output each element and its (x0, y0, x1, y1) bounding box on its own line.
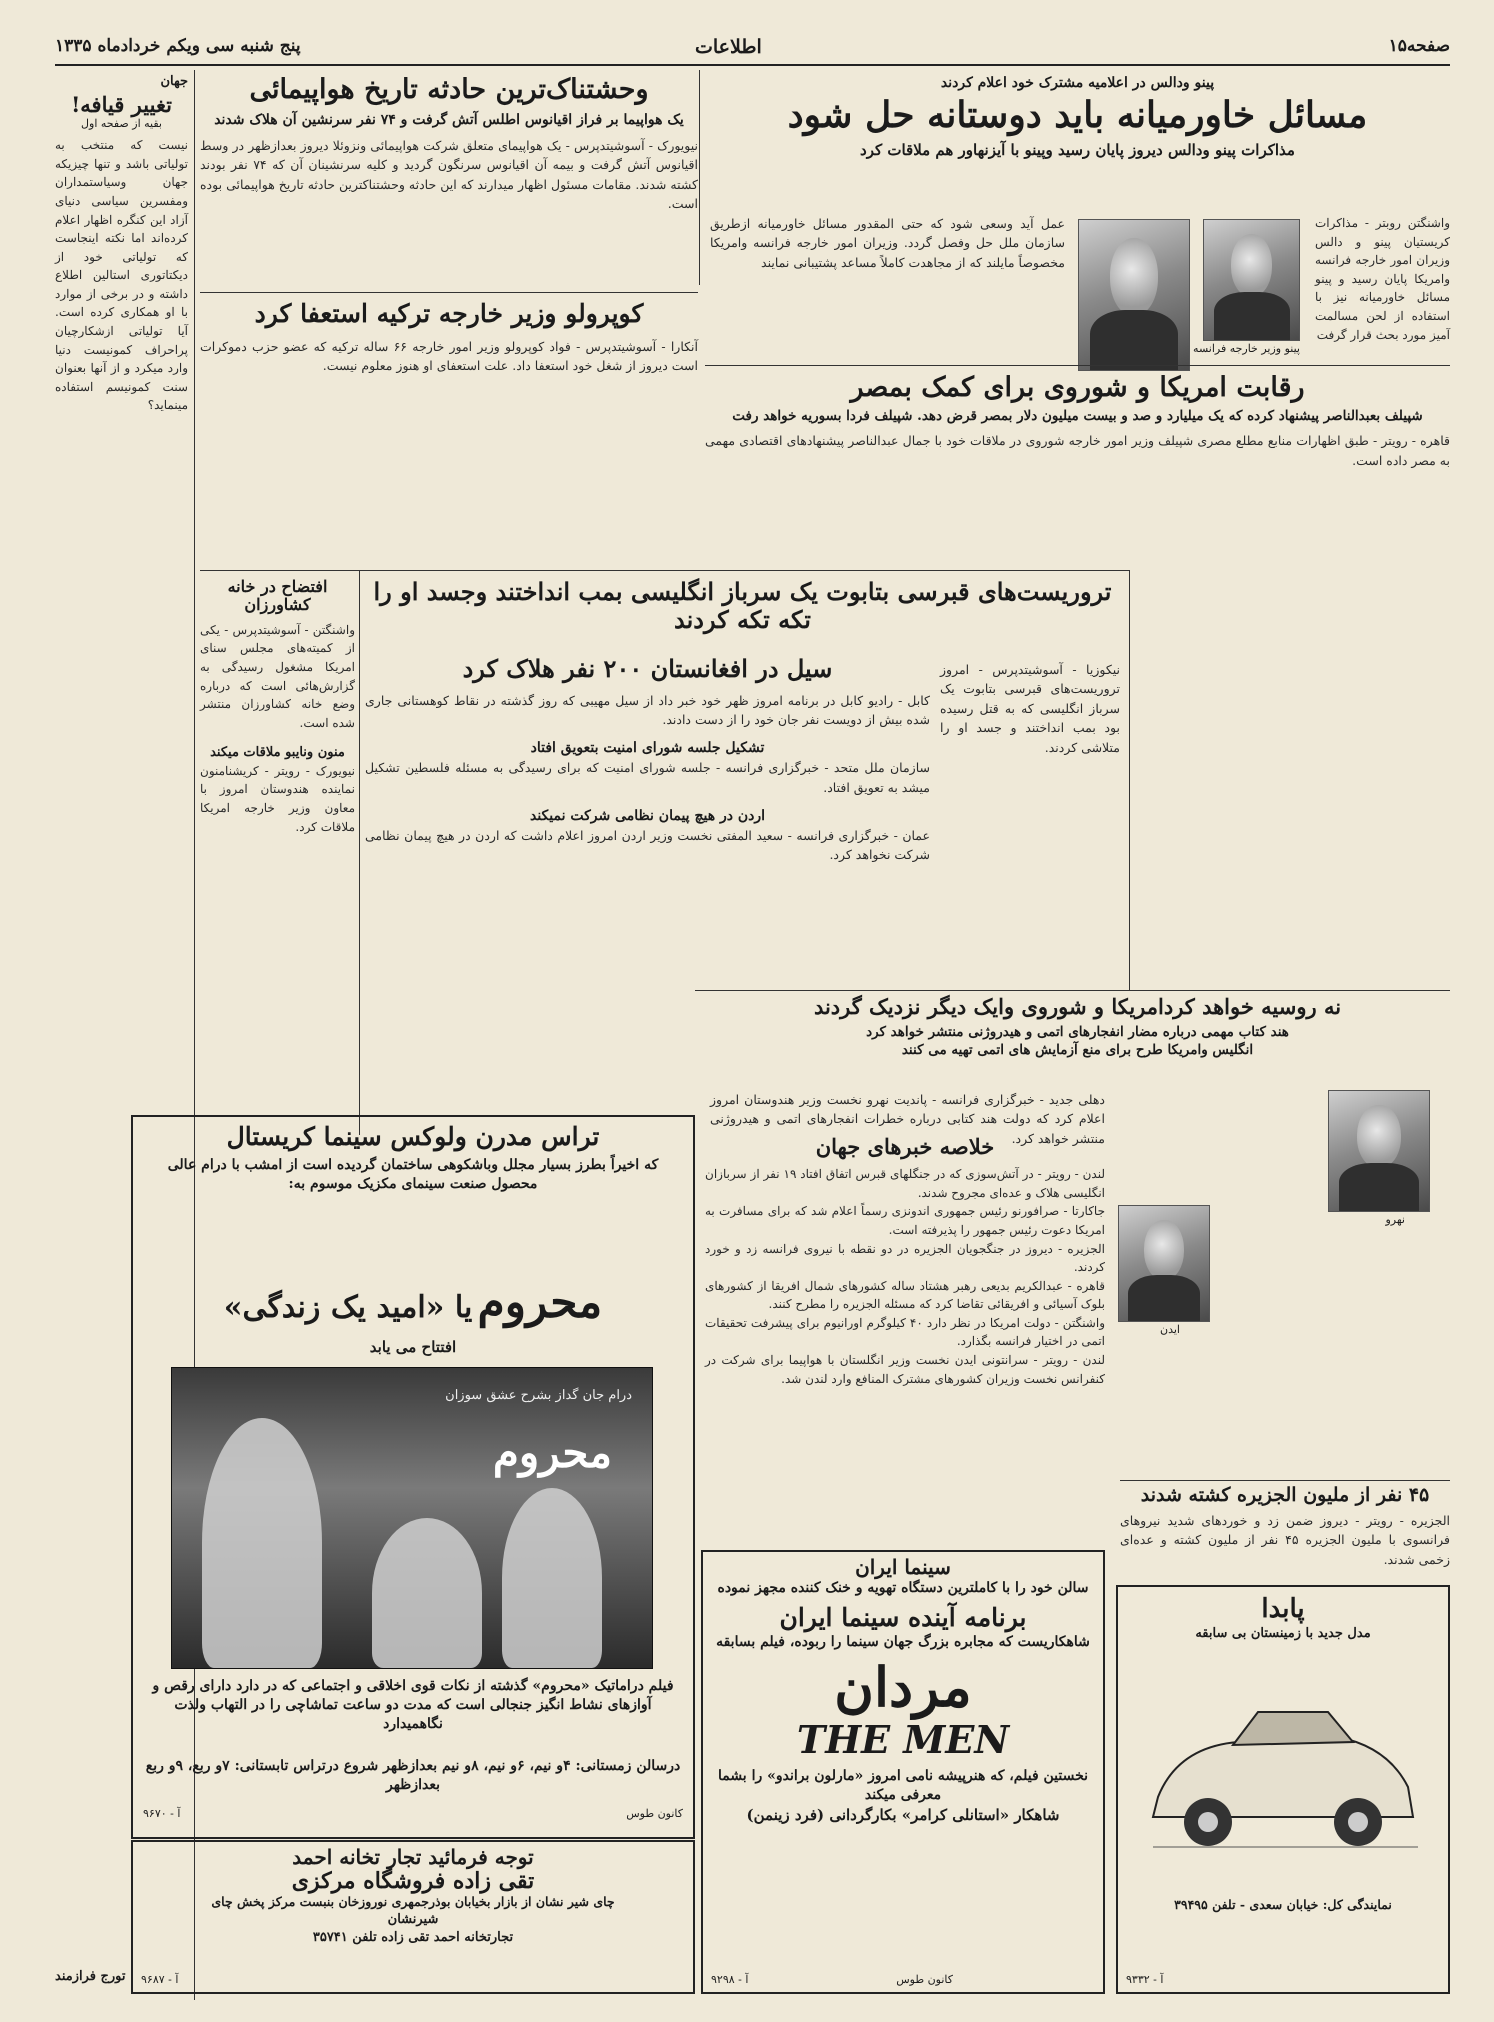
row-rule (705, 365, 1450, 366)
russia-egypt-body: قاهره - رویتر - طبق اظهارات منابع مطلع مصری شپیلف وزیر امور خارجه شوروی در ملاقات خود با جمال عبدالناصر پیشنهادهای اقتصادی مهمی به مصر داده است. (705, 433, 1450, 468)
iran-name: سینما ایران (855, 1555, 951, 1579)
page-header (55, 30, 1450, 66)
car-ad (1116, 1585, 1450, 1994)
summary-item: واشنگتن - دولت امریکا در نظر دارد ۴۰ کیلوگرم اورانیوم برای پیشرفت تحقیقات اتمی در اختیار فرانسه بگذارد. (705, 1315, 1105, 1349)
russia-egypt-headline: رقابت امریکا و شوروی برای کمک بمصر (850, 372, 1305, 403)
row-rule (1120, 1480, 1450, 1481)
lead-caption: پینو وزیر خارجه فرانسه (1193, 342, 1300, 355)
column-rule (1129, 570, 1130, 990)
farmers-body: واشنگتن - آسوشیتدپرس - یکی از کمیته‌های مجلس سنای امریکا مشغول رسیدگی به گزارش‌هائی است که درباره وضع خانه کشاورزان منتشر شده است. (200, 622, 355, 730)
summary-item: لندن - رویتر - در آتش‌سوزی که در جنگلهای قبرس اتفاق افتاد ۱۹ نفر از سربازان انگلیسی هلاک و عده‌ای مجروح شدند. (705, 1167, 1106, 1200)
crystal-film-sub: یا «امید یک زندگی» (223, 1290, 473, 1325)
iran-actors: نخستین فیلم، که هنرپیشه نامی امروز «مارلون براندو» را بشما معرفی میکند (717, 1768, 1089, 1804)
iran-film: مردان (834, 1654, 972, 1719)
lead-body-left: عمل آید وسعی شود که حتی المقدور مسائل خاورمیانه ازطریق سازمان ملل حل وفصل گردد. وزیران امور خارجه فرانسه وامریکا مخصوصاً مایلند که از مجاهدت کاملاً مساعد پشتیبانی نمایند (710, 216, 1065, 270)
hindi-caption-2: ایدن (1160, 1323, 1180, 1336)
cyprus-body: نیکوزیا - آسوشیتدپرس - امروز تروریست‌های قبرسی بتابوت یک سرباز انگلیسی که به قتل رسیده بود بمب انداختند و جسد او را متلاشی کردند. (940, 662, 1120, 755)
algeria-headline: ۴۵ نفر از ملیون الجزیره کشته شدند (1140, 1484, 1430, 1506)
lead-story (705, 74, 1450, 364)
hindi-body: دهلی جدید - خبرگزاری فرانسه - پاندیت نهرو نخست وزیر هندوستان امروز اعلام کرد که دولت هند کتابی درباره خطرات انفجارهای اتمی و هیدروژنی منتشر خواهد کرد. (710, 1092, 1105, 1146)
lead-kicker: پینو ودالس در اعلامیه مشترک خود اعلام کردند (940, 75, 1215, 91)
car-code: آ - ۹۳۳۲ (1126, 1973, 1164, 1986)
iran-agency: کانون طوس (896, 1973, 953, 1986)
tea-ad (131, 1840, 695, 1994)
paper-name: اطلاعات (695, 36, 762, 58)
crystal-film: محروم (477, 1277, 603, 1328)
row-rule (200, 292, 698, 293)
hindi-photo-1 (1328, 1090, 1430, 1212)
hindi-photo-2 (1118, 1205, 1210, 1322)
left-intro: بقیه از صفحه اول (81, 117, 162, 131)
row-rule (200, 570, 1130, 571)
algeria-body: الجزیره - رویتر - دیروز ضمن زد و خوردهای شدید نیروهای فرانسوی با ملیون الجزیره ۴۵ نفر از ملیون کشته و عده‌ای زخمی شدند. (1120, 1512, 1450, 1567)
afghanistan-body: کابل - رادیو کابل در برنامه امروز ظهر خود خبر داد از سیل مهیبی که روز گذشته در نقاط کوهستانی جاری شده بیش از دویست نفر جان خود را از دست دادند. (365, 692, 930, 727)
hindi-headline: نه روسیه خواهد کردامریکا و شوروی وایک دیگر نزدیک گردند (813, 994, 1342, 1019)
afghanistan-headline: سیل در افغانستان ۲۰۰ نفر هلاک کرد (462, 654, 833, 683)
summary-item: لندن - رویتر - سرانتونی ایدن نخست وزیر انگلستان با هواپیما برای شرکت در کنفرانس نخست وزیران کشورهای مشترک المنافع وارد لندن شد. (705, 1353, 1105, 1386)
iran-code: آ - ۹۲۹۸ (711, 1973, 749, 1986)
crash-headline: وحشتناک‌ترین حادثه تاریخ هواپیمائی (249, 74, 649, 105)
iran-film-en: THE MEN (796, 1716, 1010, 1762)
car-illustration (1138, 1677, 1428, 1867)
tea-title: توجه فرمائید تجار تخانه احمد (292, 1845, 534, 1869)
summary-item: قاهره - عبدالکریم بدیعی رهبر هشتاد ساله کشورهای شمال افریقا از کشورهای بلوک آسیائی و افریقائی تقاضا کرد که مسئله الجزیره را مطرح کنند. (705, 1278, 1105, 1312)
column-rule (699, 70, 700, 285)
crystal-headline: تراس مدرن ولوکس سینما کریستال (226, 1122, 600, 1151)
tea-code: آ - ۹۶۸۷ (141, 1973, 179, 1986)
cyprus-headline: تروریست‌های قبرسی بتابوت یک سرباز انگلیسی بمب انداختند وجسد او را تکه تکه کردند (373, 577, 1112, 634)
koprulu-body: آنکارا - آسوشیتدپرس - فواد کوپرولو وزیر امور خارجه ۶۶ ساله ترکیه که عضو حزب دموکرات است دیروز از شغل خود استعفا داد. علت استعفای او هنوز معلوم نیست. (200, 338, 699, 374)
crash-body: نیویورک - آسوشیتدپرس - یک هواپیمای متعلق شرکت هواپیمائی ونزوئلا دیروز بعدازظهر در وسط اقیانوس آتش گرفت و بیمه آن اقیانوس سرنگون گردید و کلیه سرنشینان آن که ۷۴ نفر بودند کشته شدند. مقامات مسئول اظهار میدارند که این حادثه وحشتناکترین حادثه تاریخ هواپیمائی بوده است. (200, 137, 698, 212)
koprulu-story (200, 300, 698, 570)
algeria-story (1120, 1485, 1450, 1575)
crystal-schedule: درسالن زمستانی: ۴و نیم، ۶و نیم، ۸و نیم بعدازظهر شروع درتراس تابستانی: ۷و ربع، ۹و ربع بعدازظهر (145, 1758, 681, 1793)
russia-egypt-story (705, 372, 1450, 572)
menon-body: نیویورک - رویتر - کریشنامنون نماینده هندوستان امروز با معاون وزیر خارجه امریکا ملاقات کرد. (200, 763, 355, 834)
iran-sub: سالن خود را با کاملترین دستگاه تهویه و خنک کننده مجهز نموده (717, 1580, 1089, 1596)
iran-desc: شاهکاریست که مجابره بزرگ جهان سینما را ربوده، فیلم بسابقه (716, 1633, 1090, 1650)
left-signature: تورج فرازمند (55, 1969, 126, 1984)
jordan-body: عمان - خبرگزاری فرانسه - سعید المفتی نخست وزیر اردن امروز اعلام داشت که اردن در هیچ پیمان نظامی شرکت نخواهد کرد. (365, 827, 930, 863)
summary-headline: خلاصه خبرهای جهان (815, 1134, 995, 1159)
lead-photo-2 (1078, 219, 1190, 371)
crash-subhead: یک هواپیما بر فراز اقیانوس اطلس آتش گرفت و ۷۴ نفر سرنشین آن هلاک شدند (214, 112, 684, 129)
summary-item: الجزیره - دیروز در جنگجویان الجزیره در دو نقطه با نیروی فرانسه زد و خورد کردند. (705, 1241, 1105, 1275)
tea-shop: تقی زاده فروشگاه مرکزی (291, 1868, 535, 1894)
iran-cinema-ad (701, 1550, 1105, 1994)
crystal-opening: افتتاح می یابد (369, 1338, 457, 1356)
lead-photo-1 (1203, 219, 1300, 341)
left-section: جهان (160, 74, 188, 89)
farmers-story (200, 578, 355, 1138)
tea-body: چای شیر نشان از بازار بخیابان بوذرجمهری نوروزخان بنبست مرکز پخش چای (211, 1894, 615, 1910)
poster-title: محروم (492, 1428, 612, 1477)
crash-story (200, 74, 698, 294)
russia-egypt-subhead: شپیلف بعبدالناصر پیشنهاد کرده که یک میلیارد و صد و بیست میلیون دلار بمصر قرض دهد. شپیلف فردا بسوریه خواهد رفت (732, 408, 1423, 425)
farmers-headline: افتضاح در خانه کشاورزان (227, 577, 328, 615)
car-tagline: مدل جدید با زمینستان بی سابقه (1195, 1625, 1371, 1641)
hindi-caption-1: نهرو (1385, 1213, 1405, 1226)
car-brand: پابدا (1261, 1594, 1305, 1624)
jordan-headline: اردن در هیچ پیمان نظامی شرکت نمیکند (529, 807, 765, 824)
crystal-desc: فیلم دراماتیک «محروم» گذشته از نکات قوی اخلاقی و اجتماعی که در دارد دارای رقص و آوازهای نشاط انگیز جنجالی است که مدت دو ساعت تماشاچی را در التهاب ولذت نگاهمیدارد (152, 1678, 674, 1732)
poster-caption: درام جان گداز بشرح عشق سوزان (445, 1388, 632, 1403)
security-body: سازمان ملل متحد - خبرگزاری فرانسه - جلسه شورای امنیت که برای رسیدگی به مسئله فلسطین تشکیل میشد به تعویق افتاد. (365, 760, 930, 795)
summary-item: جاکارتا - صرافورنو رئیس جمهوری اندونزی رسماً اعلام شد که برای مسافرت به امریکا دعوت رئیس جمهور را پذیرفته است. (705, 1204, 1105, 1237)
iran-actors2: شاهکار «استانلی کرامر» بکارگردانی (فرد زینمن) (746, 1806, 1060, 1825)
lead-headline: مسائل خاورمیانه باید دوستانه حل شود (787, 93, 1368, 136)
hindi-subhead2: انگلیس وامریکا طرح برای منع آزمایش های اتمی تهیه می کنند (901, 1042, 1254, 1059)
cinema-crystal-ad (131, 1115, 695, 1839)
column-rule (359, 570, 360, 1135)
lead-body-right: واشنگتن روبتر - مذاکرات کریستیان پینو و دالس وزیران امور خارجه فرانسه وامریکا پایان رسید و پینو مسائل خاورمیانه نیز با استفاده از لحن مسالمت آمیز مورد بحث قرار گرفت (1315, 216, 1450, 342)
row-rule (695, 990, 1450, 991)
crystal-sub: که اخیراً بطرز بسیار مجلل وباشکوهی ساختمان گردیده است از امشب با درام عالی محصول صنعت سینمای مکزیک موسوم به: (167, 1156, 659, 1192)
page-label: صفحه۱۵ (1388, 36, 1450, 56)
cyprus-story (365, 578, 1120, 653)
crystal-code: آ - ۹۶۷۰ (143, 1807, 181, 1820)
left-body: نیست که منتخب به تولیاتی باشد و تنها چیزیکه جهان وسیاستمداران ومفسرین سیاسی دنیای آزاد این کنگره اظهار اعلام کرده‌اند اما نکته اینجاست که تولیاتی خود از دیکتاتوری استالین اطلاع داشته و در برخی از موارد با او همکاری کرده است. آیا تولیاتی ازشکارچیان پراحراف کمونیست دنیا وارد میکرد و از آنها بعنوان سنت کمونیسم استفاده مینماید؟ (55, 138, 188, 413)
car-body: نمایندگی کل: خیابان سعدی - تلفن ۳۹۴۹۵ (1174, 1897, 1392, 1912)
tea-brand: شیرنشان (387, 1912, 439, 1928)
crystal-agency: کانون طوس (626, 1807, 683, 1820)
afghanistan-story (365, 655, 930, 865)
crystal-poster (171, 1367, 653, 1669)
tea-phone: تجارتخانه احمد تقی زاده تلفن ۳۵۷۴۱ (312, 1929, 514, 1945)
lead-subhead: مذاکرات پینو ودالس دیروز پایان رسید وپینو با آیزنهاور هم ملاقات کرد (860, 141, 1295, 160)
security-headline: تشکیل جلسه شورای امنیت بتعویق افتاد (530, 740, 765, 757)
koprulu-headline: کوپرولو وزیر خارجه ترکیه استعفا کرد (254, 299, 644, 328)
date-line: پنج شنبه سی ویکم خردادماه ۱۳۳۵ (55, 36, 301, 56)
left-title: تغییر قیافه! (71, 92, 172, 117)
hindi-subhead: هند کتاب مهمی درباره مضار انفجارهای اتمی و هیدروژنی منتشر خواهد کرد (866, 1024, 1289, 1041)
menon-headline: منون ونایبو ملاقات میکند (210, 745, 345, 761)
news-summary (705, 1135, 1105, 1495)
iran-program: برنامه آینده سینما ایران (779, 1602, 1027, 1632)
